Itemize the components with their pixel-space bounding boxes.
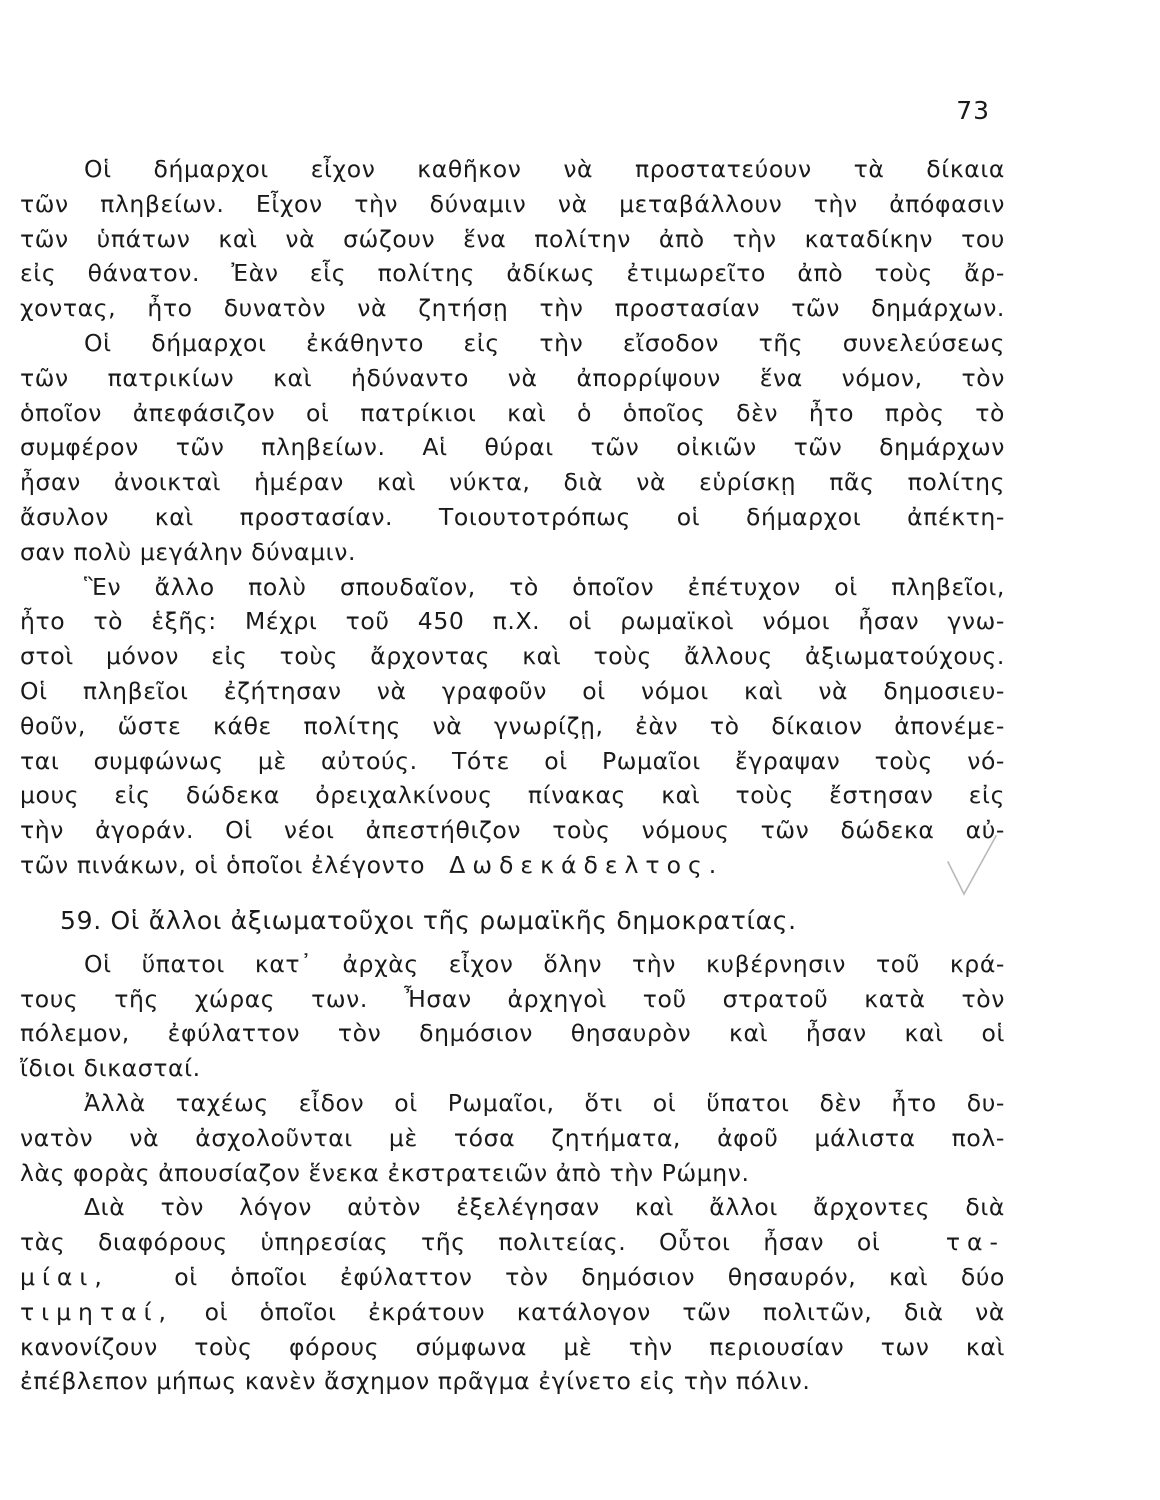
text-line: Οἱ ὕπατοι κατ᾽ ἀρχὰς εἶχον ὅλην τὴν κυβέρνησιν τοῦ κρά- [84, 949, 1005, 978]
text-line: Οἱ δήμαρχοι εἶχον καθῆκον νὰ προστατεύουν τὰ δίκαια [84, 155, 1005, 183]
text-line: ἐπέβλεπον μήπως κανὲν ἄσχημον πρᾶγμα ἐγίνετο εἰς τὴν πόλιν. [20, 1367, 811, 1396]
text-segment: . [708, 850, 717, 879]
text-line: τους τῆς χώρας των. Ἦσαν ἀρχηγοὶ τοῦ στρατοῦ κατὰ τὸν [20, 984, 1005, 1013]
text-line: Διὰ τὸν λόγον αὐτὸν ἐξελέγησαν καὶ ἄλλοι ἄρχοντες διὰ [84, 1193, 1005, 1222]
text-line: Ἀλλὰ ταχέως εἶδον οἱ Ρωμαῖοι, ὅτι οἱ ὕπατοι δὲν ἦτο δυ- [84, 1088, 1005, 1117]
final-paragraph [20, 1190, 1005, 1399]
paragraph-3 [20, 570, 1005, 883]
text-line: ὁποῖον ἀπεφάσιζον οἱ πατρίκιοι καὶ ὁ ὁποῖος δὲν ἦτο πρὸς τὸ [20, 398, 1005, 427]
text-line: κανονίζουν τοὺς φόρους σύμφωνα μὲ τὴν περιουσίαν των καὶ [20, 1332, 1005, 1361]
paragraph-1 [20, 152, 1005, 326]
section-heading: 59. Οἱ ἄλλοι ἀξιωματοῦχοι τῆς ρωμαϊκῆς δημοκρατίας. [60, 905, 797, 935]
text-segment: οἱ ὁποῖοι ἐκράτουν κατάλογον τῶν πολιτῶν, διὰ νὰ [204, 1297, 1005, 1326]
text-line: πόλεμον, ἐφύλαττον τὸν δημόσιον θησαυρὸν καὶ ἦσαν καὶ οἱ [20, 1019, 1005, 1048]
section-paragraph-1 [20, 947, 1005, 1086]
text-line: θοῦν, ὥστε κάθε πολίτης νὰ γνωρίζῃ, ἐὰν τὸ δίκαιον ἀπονέμε- [20, 711, 1005, 740]
text-line: ἦτο τὸ ἑξῆς: Μέχρι τοῦ 450 π.Χ. οἱ ρωμαϊκοὶ νόμοι ἦσαν γνω- [20, 607, 1005, 636]
text-line: συμφέρον τῶν πληβείων. Αἱ θύραι τῶν οἰκιῶν τῶν δημάρχων [20, 433, 1005, 462]
text-line: ται συμφώνως μὲ αὐτούς. Τότε οἱ Ρωμαῖοι ἔγραψαν τοὺς νό- [20, 746, 1005, 775]
text-line: νατὸν νὰ ἀσχολοῦνται μὲ τόσα ζητήματα, ἀφοῦ μάλιστα πολ- [20, 1123, 1005, 1152]
spaced-term: μίαι, [20, 1262, 109, 1291]
text-line: τῶν ὑπάτων καὶ νὰ σώζουν ἕνα πολίτην ἀπὸ τὴν καταδίκην του [20, 224, 1005, 253]
section-paragraph-2 [20, 1086, 1005, 1190]
text-line: Ἓν ἄλλο πολὺ σπουδαῖον, τὸ ὁποῖον ἐπέτυχον οἱ πληβεῖοι, [84, 572, 1005, 601]
body-text [20, 152, 1005, 1399]
text-line: τὴν ἀγοράν. Οἱ νέοι ἀπεστήθιζον τοὺς νόμους τῶν δώδεκα αὐ- [20, 816, 1005, 845]
text-line: λὰς φορὰς ἀπουσίαζον ἕνεκα ἐκστρατειῶν ἀπὸ τὴν Ρώμην. [20, 1158, 750, 1187]
text-segment: τὰς διαφόρους ὑπηρεσίας τῆς πολιτείας. Οὗτοι ἦσαν οἱ [20, 1228, 881, 1257]
text-line: τῶν πληβείων. Εἶχον τὴν δύναμιν νὰ μεταβάλλουν τὴν ἀπόφασιν [20, 189, 1005, 218]
text-line [20, 1295, 1005, 1330]
text-line: στοὶ μόνον εἰς τοὺς ἄρχοντας καὶ τοὺς ἄλλους ἀξιωματούχους. [20, 642, 1005, 671]
text-line [20, 1225, 1005, 1260]
text-line: χοντας, ἦτο δυνατὸν νὰ ζητήσῃ τὴν προστασίαν τῶν δημάρχων. [20, 294, 1005, 323]
text-line: ἦσαν ἀνοικταὶ ἡμέραν καὶ νύκτα, διὰ νὰ εὑρίσκῃ πᾶς πολίτης [20, 468, 1005, 497]
page-number: 73 [956, 96, 990, 125]
text-line: τῶν πατρικίων καὶ ἠδύναντο νὰ ἀπορρίψουν ἕνα νόμον, τὸν [20, 363, 1005, 392]
text-line [20, 1260, 1005, 1295]
pencil-checkmark-mark [942, 832, 1002, 902]
text-line: σαν πολὺ μεγάλην δύναμιν. [20, 537, 357, 566]
text-line [20, 848, 1005, 883]
text-segment: τῶν πινάκων, οἱ ὁποῖοι ἐλέγοντο [20, 850, 426, 879]
text-line: Οἱ πληβεῖοι ἐζήτησαν νὰ γραφοῦν οἱ νόμοι καὶ νὰ δημοσιευ- [20, 676, 1005, 705]
spaced-term: Δωδεκάδελτος [449, 850, 709, 879]
text-segment: οἱ ὁποῖοι ἐφύλαττον τὸν δημόσιον θησαυρόν, καὶ δύο [174, 1262, 1005, 1291]
text-line: Οἱ δήμαρχοι ἐκάθηντο εἰς τὴν εἴσοδον τῆς συνελεύσεως [84, 328, 1005, 357]
text-line: ἄσυλον καὶ προστασίαν. Τοιουτοτρόπως οἱ δήμαρχοι ἀπέκτη- [20, 502, 1005, 531]
paragraph-2 [20, 326, 1005, 570]
text-line: εἰς θάνατον. Ἐὰν εἷς πολίτης ἀδίκως ἐτιμωρεῖτο ἀπὸ τοὺς ἄρ- [20, 259, 1005, 288]
spaced-term: τα- [945, 1228, 1006, 1257]
text-line: ἴδιοι δικασταί. [20, 1054, 201, 1083]
spaced-term: τιμηταί, [20, 1297, 174, 1326]
text-line: μους εἰς δώδεκα ὀρειχαλκίνους πίνακας καὶ τοὺς ἔστησαν εἰς [20, 781, 1005, 810]
